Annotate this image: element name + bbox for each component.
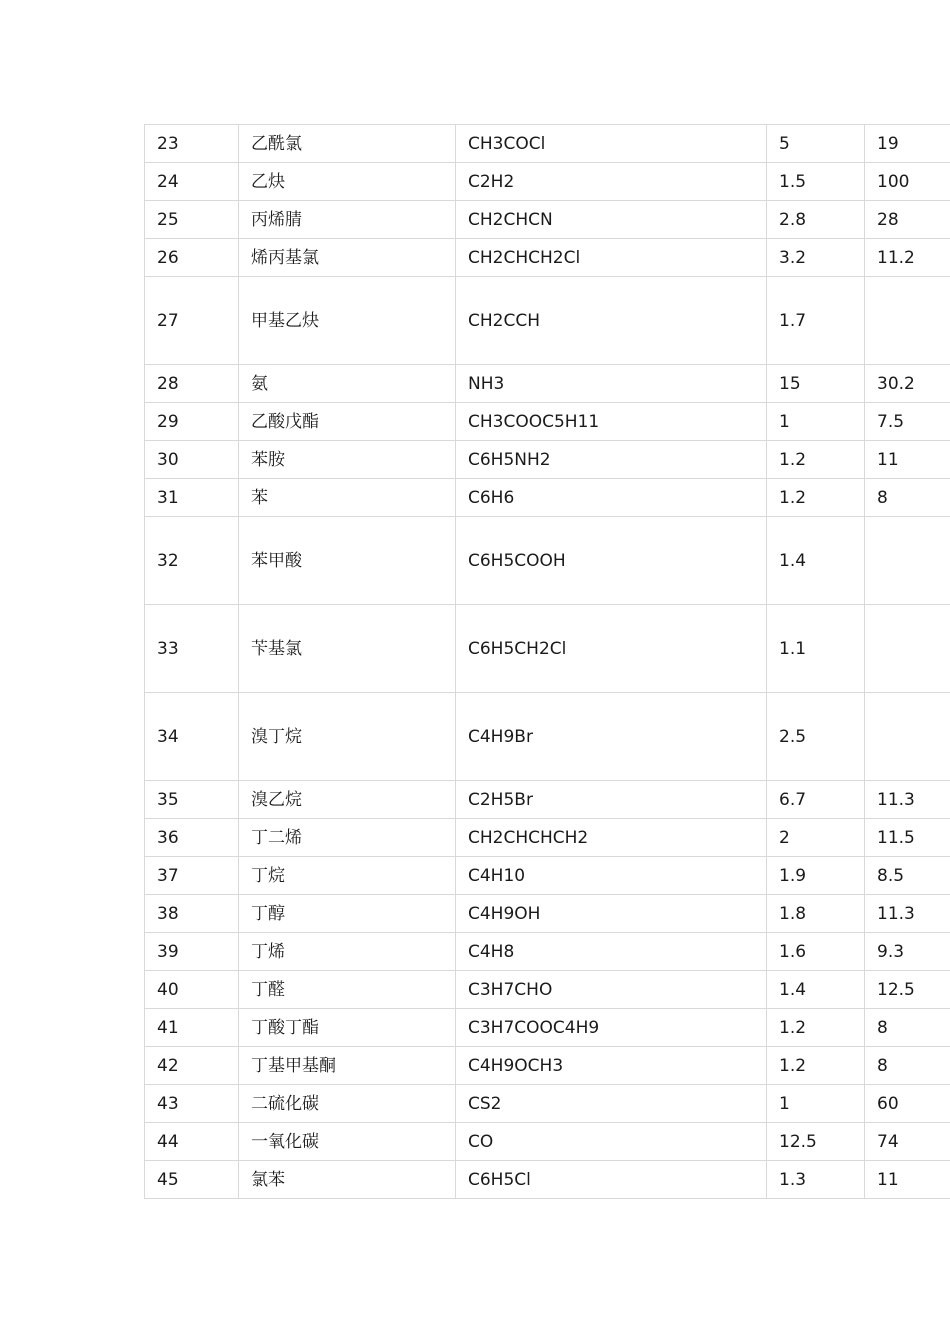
cell-name: 丁酸丁酯	[239, 1009, 456, 1047]
cell-formula: C6H5CH2Cl	[456, 605, 767, 693]
cell-lower-limit: 1.9	[767, 857, 865, 895]
cell-name: 丁烷	[239, 857, 456, 895]
table-row	[145, 163, 950, 201]
cell-number: 38	[145, 895, 239, 933]
cell-formula: C6H5Cl	[456, 1161, 767, 1199]
cell-upper-limit	[865, 693, 950, 781]
cell-formula: CS2	[456, 1085, 767, 1123]
cell-name: 丁醇	[239, 895, 456, 933]
cell-upper-limit: 7.5	[865, 403, 950, 441]
cell-name: 丁二烯	[239, 819, 456, 857]
cell-lower-limit: 6.7	[767, 781, 865, 819]
cell-name: 丁烯	[239, 933, 456, 971]
cell-upper-limit: 100	[865, 163, 950, 201]
cell-lower-limit: 12.5	[767, 1123, 865, 1161]
cell-upper-limit	[865, 517, 950, 605]
cell-lower-limit: 1.2	[767, 479, 865, 517]
cell-upper-limit: 28	[865, 201, 950, 239]
cell-name: 氨	[239, 365, 456, 403]
cell-formula: CH2CHCN	[456, 201, 767, 239]
cell-lower-limit: 5	[767, 125, 865, 163]
table-row	[145, 277, 950, 365]
cell-number: 23	[145, 125, 239, 163]
table-row	[145, 933, 950, 971]
cell-number: 28	[145, 365, 239, 403]
table-body	[145, 125, 950, 1199]
cell-formula: C4H8	[456, 933, 767, 971]
table-row	[145, 693, 950, 781]
table-row	[145, 895, 950, 933]
cell-lower-limit: 15	[767, 365, 865, 403]
cell-formula: CH3COCl	[456, 125, 767, 163]
cell-lower-limit: 1.5	[767, 163, 865, 201]
cell-lower-limit: 1.4	[767, 517, 865, 605]
table-row	[145, 365, 950, 403]
cell-name: 溴丁烷	[239, 693, 456, 781]
cell-number: 43	[145, 1085, 239, 1123]
cell-lower-limit: 2	[767, 819, 865, 857]
cell-name: 二硫化碳	[239, 1085, 456, 1123]
cell-upper-limit: 8.5	[865, 857, 950, 895]
table-row	[145, 1123, 950, 1161]
cell-formula: C6H6	[456, 479, 767, 517]
table-row	[145, 857, 950, 895]
cell-formula: C4H9OH	[456, 895, 767, 933]
table-row	[145, 125, 950, 163]
cell-upper-limit: 60	[865, 1085, 950, 1123]
cell-formula: C6H5NH2	[456, 441, 767, 479]
cell-name: 苯	[239, 479, 456, 517]
cell-formula: CH2CCH	[456, 277, 767, 365]
cell-number: 34	[145, 693, 239, 781]
cell-formula: CH3COOC5H11	[456, 403, 767, 441]
cell-lower-limit: 1	[767, 1085, 865, 1123]
cell-name: 烯丙基氯	[239, 239, 456, 277]
cell-number: 25	[145, 201, 239, 239]
cell-name: 苯胺	[239, 441, 456, 479]
cell-name: 丁基甲基酮	[239, 1047, 456, 1085]
cell-name: 溴乙烷	[239, 781, 456, 819]
cell-upper-limit: 19	[865, 125, 950, 163]
cell-number: 35	[145, 781, 239, 819]
cell-upper-limit: 11	[865, 441, 950, 479]
cell-number: 32	[145, 517, 239, 605]
cell-name: 苄基氯	[239, 605, 456, 693]
cell-upper-limit: 11	[865, 1161, 950, 1199]
cell-upper-limit: 11.2	[865, 239, 950, 277]
cell-name: 乙酸戊酯	[239, 403, 456, 441]
cell-lower-limit: 1.6	[767, 933, 865, 971]
table-row	[145, 239, 950, 277]
cell-formula: C3H7COOC4H9	[456, 1009, 767, 1047]
cell-upper-limit	[865, 605, 950, 693]
cell-number: 29	[145, 403, 239, 441]
cell-lower-limit: 1.3	[767, 1161, 865, 1199]
cell-number: 42	[145, 1047, 239, 1085]
cell-upper-limit: 11.3	[865, 781, 950, 819]
cell-number: 40	[145, 971, 239, 1009]
cell-name: 甲基乙炔	[239, 277, 456, 365]
cell-name: 乙炔	[239, 163, 456, 201]
cell-lower-limit: 1.2	[767, 441, 865, 479]
chemical-table	[144, 124, 950, 1199]
table-row	[145, 781, 950, 819]
cell-upper-limit: 8	[865, 1047, 950, 1085]
cell-number: 33	[145, 605, 239, 693]
table-row	[145, 441, 950, 479]
cell-lower-limit: 1.4	[767, 971, 865, 1009]
cell-number: 44	[145, 1123, 239, 1161]
cell-lower-limit: 3.2	[767, 239, 865, 277]
cell-upper-limit: 30.2	[865, 365, 950, 403]
cell-number: 31	[145, 479, 239, 517]
cell-name: 乙酰氯	[239, 125, 456, 163]
cell-upper-limit: 11.5	[865, 819, 950, 857]
cell-number: 36	[145, 819, 239, 857]
table-row	[145, 605, 950, 693]
cell-upper-limit: 8	[865, 1009, 950, 1047]
cell-formula: C4H9Br	[456, 693, 767, 781]
cell-formula: C2H2	[456, 163, 767, 201]
cell-upper-limit: 12.5	[865, 971, 950, 1009]
cell-formula: C4H10	[456, 857, 767, 895]
table-row	[145, 1009, 950, 1047]
cell-lower-limit: 1.2	[767, 1009, 865, 1047]
cell-formula: C4H9OCH3	[456, 1047, 767, 1085]
cell-number: 26	[145, 239, 239, 277]
cell-lower-limit: 1.8	[767, 895, 865, 933]
cell-lower-limit: 1.7	[767, 277, 865, 365]
table-row	[145, 971, 950, 1009]
cell-number: 45	[145, 1161, 239, 1199]
cell-number: 27	[145, 277, 239, 365]
cell-upper-limit: 11.3	[865, 895, 950, 933]
cell-lower-limit: 2.5	[767, 693, 865, 781]
cell-upper-limit: 9.3	[865, 933, 950, 971]
cell-name: 氯苯	[239, 1161, 456, 1199]
cell-lower-limit: 1	[767, 403, 865, 441]
cell-upper-limit	[865, 277, 950, 365]
table-row	[145, 819, 950, 857]
cell-formula: CH2CHCH2Cl	[456, 239, 767, 277]
cell-lower-limit: 1.1	[767, 605, 865, 693]
cell-number: 39	[145, 933, 239, 971]
cell-formula: C2H5Br	[456, 781, 767, 819]
cell-number: 41	[145, 1009, 239, 1047]
cell-name: 丁醛	[239, 971, 456, 1009]
cell-upper-limit: 74	[865, 1123, 950, 1161]
cell-upper-limit: 8	[865, 479, 950, 517]
cell-formula: C3H7CHO	[456, 971, 767, 1009]
table-row	[145, 201, 950, 239]
cell-lower-limit: 1.2	[767, 1047, 865, 1085]
table-row	[145, 1161, 950, 1199]
cell-name: 丙烯腈	[239, 201, 456, 239]
table-row	[145, 479, 950, 517]
cell-formula: CO	[456, 1123, 767, 1161]
table-row	[145, 403, 950, 441]
cell-formula: CH2CHCHCH2	[456, 819, 767, 857]
cell-formula: C6H5COOH	[456, 517, 767, 605]
cell-formula: NH3	[456, 365, 767, 403]
cell-name: 一氧化碳	[239, 1123, 456, 1161]
table-row	[145, 517, 950, 605]
cell-number: 30	[145, 441, 239, 479]
table-row	[145, 1085, 950, 1123]
cell-lower-limit: 2.8	[767, 201, 865, 239]
cell-name: 苯甲酸	[239, 517, 456, 605]
cell-number: 24	[145, 163, 239, 201]
table-row	[145, 1047, 950, 1085]
cell-number: 37	[145, 857, 239, 895]
